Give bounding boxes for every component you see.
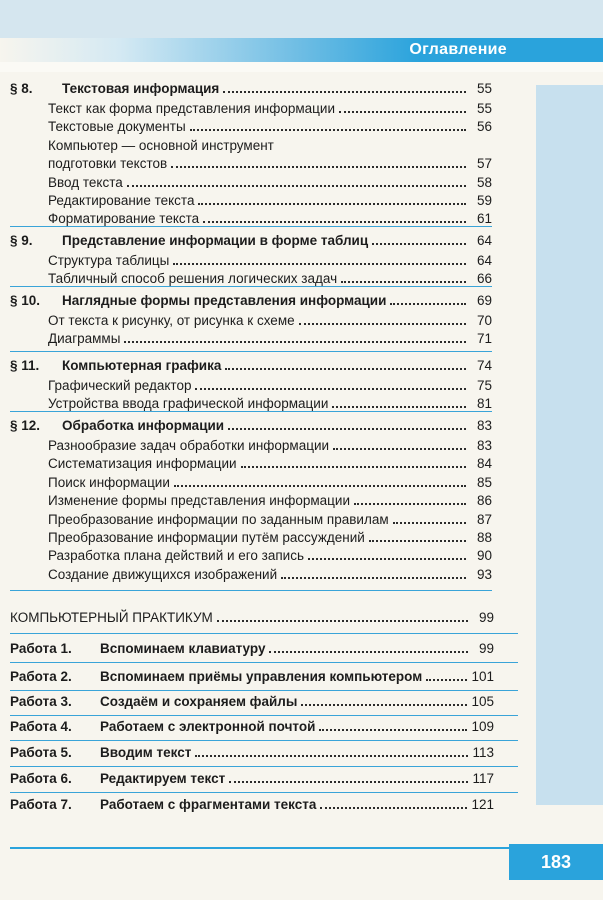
entry-number: Работа 4. [10, 719, 72, 734]
entry-page: 101 [471, 669, 494, 684]
section-divider [10, 286, 492, 287]
entry-page: 69 [476, 293, 492, 308]
entry-page: 113 [472, 745, 494, 760]
section-divider [10, 715, 518, 716]
entry-page: 93 [476, 566, 492, 582]
entry-title: подготовки текстов [48, 156, 168, 172]
entry-title: Табличный способ решения логических задач [48, 271, 338, 287]
entry-number: § 11. [10, 358, 40, 373]
bottom-rule [10, 847, 510, 849]
entry-title: От текста к рисунку, от рисунка к схеме [48, 313, 295, 328]
entry-page: 99 [478, 641, 494, 656]
entry-title: Структура таблицы [48, 253, 170, 268]
entry-title: Диаграммы [48, 331, 121, 347]
toc-item[interactable] [48, 377, 492, 395]
dot-leader [319, 718, 467, 731]
toc-item[interactable] [48, 155, 492, 173]
entry-title: Работаем с фрагментами текста [100, 797, 317, 812]
section-heading[interactable] [10, 232, 492, 250]
section-divider [10, 766, 518, 767]
entry-number: § 12. [10, 418, 41, 433]
dot-leader [341, 270, 466, 283]
entry-page: 90 [476, 548, 492, 564]
dot-leader [217, 609, 468, 622]
entry-page: 84 [476, 456, 492, 472]
entry-number: Работа 6. [10, 771, 72, 786]
entry-page: 109 [471, 719, 494, 734]
dot-leader [195, 744, 468, 757]
dot-leader [124, 330, 466, 343]
entry-title: Наглядные формы представления информации [62, 293, 387, 308]
section-heading[interactable] [10, 417, 492, 435]
entry-page: 81 [476, 396, 492, 412]
entry-page: 105 [471, 694, 494, 709]
entry-number: § 9. [10, 233, 33, 248]
entry-page: 85 [476, 474, 492, 490]
entry-title: Вспоминаем клавиатуру [100, 641, 266, 656]
toc-item[interactable] [48, 474, 492, 492]
dot-leader [225, 357, 466, 370]
entry-page: 70 [476, 313, 492, 328]
dot-leader [320, 796, 467, 809]
work-entry[interactable] [10, 718, 494, 736]
entry-title: Разработка плана действий и его запись [48, 548, 304, 564]
dot-leader [393, 511, 466, 524]
entry-title: Вспоминаем приёмы управления компьютером [100, 669, 423, 684]
toc-item[interactable] [48, 511, 492, 529]
toc-item[interactable] [48, 137, 492, 155]
section-divider [10, 633, 518, 634]
dot-leader [203, 210, 466, 223]
work-entry[interactable] [10, 770, 494, 788]
entry-title: Систематизация информации [48, 456, 237, 472]
section-divider [10, 590, 492, 591]
entry-title: Редактируем текст [100, 771, 226, 786]
section-heading[interactable] [10, 357, 492, 375]
entry-page: 57 [476, 156, 492, 172]
dot-leader [339, 100, 466, 113]
toc-item[interactable] [48, 252, 492, 270]
toc-item[interactable] [48, 118, 492, 136]
practicum-heading[interactable] [10, 609, 494, 627]
work-entry[interactable] [10, 744, 494, 762]
entry-page: 66 [476, 271, 492, 287]
entry-number: Работа 3. [10, 694, 72, 709]
entry-title: Форматирование текста [48, 211, 200, 227]
entry-title: Преобразование информации путём рассуждений [48, 530, 365, 545]
entry-number: Работа 5. [10, 745, 72, 760]
section-divider [10, 740, 518, 741]
dot-leader [372, 232, 466, 245]
dot-leader [195, 377, 466, 390]
entry-title: Изменение формы представления информации [48, 493, 350, 509]
section-divider [10, 792, 518, 793]
entry-title: Редактирование текста [48, 193, 195, 208]
dot-leader [171, 155, 466, 168]
section-divider [10, 411, 492, 412]
entry-page: 58 [476, 174, 492, 190]
entry-title: Компьютер — основной инструмент [48, 137, 274, 153]
dot-leader [332, 395, 466, 408]
entry-page: 64 [476, 253, 492, 268]
section-divider [10, 226, 492, 227]
dot-leader [390, 292, 466, 305]
entry-title: Обработка информации [62, 418, 225, 433]
section-heading[interactable] [10, 292, 492, 310]
section-heading[interactable] [10, 80, 492, 98]
toc-item[interactable] [48, 437, 492, 455]
dot-leader [308, 547, 466, 560]
entry-page: 71 [476, 331, 492, 347]
dot-leader [333, 437, 466, 450]
entry-page: 55 [476, 81, 492, 96]
work-entry[interactable] [10, 796, 494, 814]
entry-title: Текстовая информация [62, 81, 220, 96]
entry-title: Создание движущихся изображений [48, 566, 278, 582]
dot-leader [299, 312, 466, 325]
work-entry[interactable] [10, 668, 494, 686]
entry-page: 64 [476, 233, 492, 248]
dot-leader [223, 80, 466, 93]
entry-title: Графический редактор [48, 378, 192, 393]
entry-title: Разнообразие задач обработки информации [48, 438, 330, 453]
entry-number: Работа 2. [10, 669, 72, 684]
dot-leader [301, 693, 467, 706]
toc-item[interactable] [48, 566, 492, 584]
section-divider [10, 690, 518, 691]
toc-item[interactable] [48, 192, 492, 210]
toc-item[interactable] [48, 492, 492, 510]
work-entry[interactable] [10, 693, 494, 711]
entry-page: 61 [476, 211, 492, 227]
dot-leader [173, 252, 466, 265]
entry-page: 74 [476, 358, 492, 373]
entry-title: Текстовые документы [48, 119, 186, 135]
entry-page: 117 [472, 771, 494, 786]
entry-title: КОМПЬЮТЕРНЫЙ ПРАКТИКУМ [10, 610, 213, 625]
dot-leader [228, 417, 466, 430]
entry-title: Устройства ввода графической информации [48, 396, 329, 412]
entry-title: Преобразование информации по заданным правилам [48, 511, 389, 527]
toc-item[interactable] [48, 455, 492, 473]
toc-item[interactable] [48, 330, 492, 348]
entry-page: 55 [476, 101, 492, 116]
entry-number: Работа 1. [10, 641, 72, 656]
dot-leader [369, 529, 466, 542]
dot-leader [174, 474, 466, 487]
entry-number: Работа 7. [10, 797, 72, 812]
dot-leader [198, 192, 466, 205]
entry-page: 56 [476, 119, 492, 135]
toc-item[interactable] [48, 312, 492, 330]
page-number: 183 [509, 844, 603, 880]
entry-page: 75 [476, 378, 492, 393]
dot-leader [127, 174, 466, 187]
toc-item[interactable] [48, 529, 492, 547]
entry-title: Компьютерная графика [62, 358, 222, 373]
entry-page: 86 [476, 493, 492, 509]
entry-page: 88 [476, 530, 492, 545]
entry-number: § 10. [10, 293, 41, 308]
entry-page: 83 [476, 438, 492, 453]
entry-title: Представление информации в форме таблиц [62, 233, 369, 248]
entry-title: Вводим текст [100, 745, 192, 760]
entry-page: 99 [478, 610, 494, 625]
work-entry[interactable] [10, 640, 494, 658]
entry-title: Создаём и сохраняем файлы [100, 694, 298, 709]
entry-title: Ввод текста [48, 174, 123, 190]
dot-leader [190, 118, 466, 131]
entry-title: Поиск информации [48, 474, 170, 490]
dot-leader [426, 668, 467, 681]
entry-page: 83 [476, 418, 492, 433]
section-divider [10, 662, 518, 663]
toc-item[interactable] [48, 174, 492, 192]
toc-item[interactable] [48, 547, 492, 565]
dot-leader [241, 455, 466, 468]
dot-leader [269, 640, 468, 653]
entry-page: 87 [476, 511, 492, 527]
dot-leader [354, 492, 466, 505]
section-divider [10, 351, 492, 352]
dot-leader [229, 770, 468, 783]
entry-title: Работаем с электронной почтой [100, 719, 316, 734]
entry-page: 121 [471, 797, 494, 812]
entry-number: § 8. [10, 81, 33, 96]
toc-item[interactable] [48, 100, 492, 118]
entry-page: 59 [476, 193, 492, 208]
entry-title: Текст как форма представления информации [48, 101, 335, 116]
page-title: Оглавление [409, 41, 507, 58]
dot-leader [281, 566, 466, 579]
